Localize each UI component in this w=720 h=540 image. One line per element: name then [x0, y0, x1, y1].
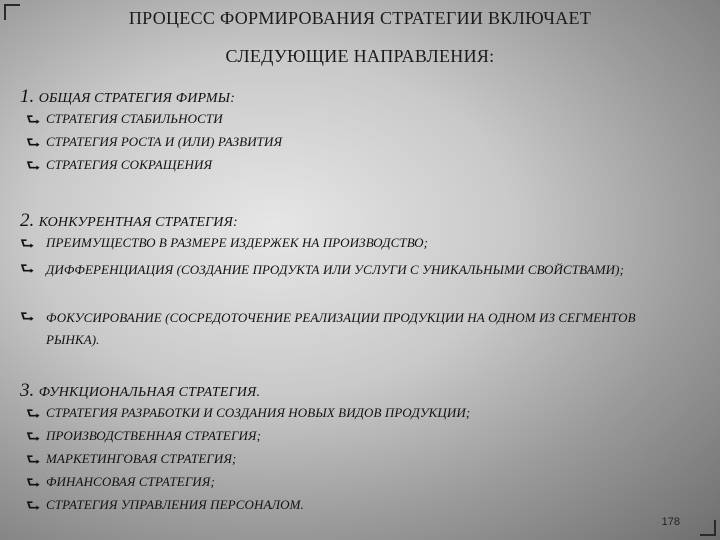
curved-arrow-right-icon: ⮑ [26, 496, 41, 515]
curved-arrow-right-icon: ⮑ [26, 427, 41, 446]
curved-arrow-right-icon: ⮑ [26, 473, 41, 492]
curved-arrow-right-icon: ⮑ [26, 156, 41, 175]
curved-arrow-right-icon: ⮑ [20, 234, 35, 253]
section-number: 3. [20, 380, 35, 401]
list-item [20, 259, 660, 307]
list-item-text: СТРАТЕГИЯ УПРАВЛЕНИЯ ПЕРСОНАЛОМ. [46, 497, 304, 512]
curved-arrow-right-icon: ⮑ [26, 450, 41, 469]
page-number: 178 [661, 516, 680, 528]
curved-arrow-right-icon: ⮑ [26, 133, 41, 152]
list-item-text: МАРКЕТИНГОВАЯ СТРАТЕГИЯ; [46, 451, 237, 466]
section-number: 1. [20, 86, 35, 107]
list-item [20, 307, 660, 355]
list-item [26, 473, 710, 496]
curved-arrow-right-icon: ⮑ [20, 307, 35, 326]
section-functional-strategy [20, 378, 710, 519]
list-item [26, 404, 710, 427]
curved-arrow-right-icon: ⮑ [20, 259, 35, 278]
section-title: КОНКУРЕНТНАЯ СТРАТЕГИЯ: [38, 215, 238, 230]
list-item [26, 427, 710, 450]
list-item [26, 110, 710, 133]
list-item [26, 156, 710, 179]
slide-title-line-1: ПРОЦЕСС ФОРМИРОВАНИЯ СТРАТЕГИИ ВКЛЮЧАЕТ [128, 8, 592, 28]
list-item [26, 496, 710, 519]
list-item-text: ПРЕИМУЩЕСТВО В РАЗМЕРЕ ИЗДЕРЖЕК НА ПРОИЗВОДСТВО; [46, 235, 429, 250]
list-item [20, 234, 660, 259]
list-item-text: СТРАТЕГИЯ РОСТА И (ИЛИ) РАЗВИТИЯ [46, 134, 283, 149]
section-heading [20, 378, 710, 402]
list-item-text: ДИФФЕРЕНЦИАЦИЯ (СОЗДАНИЕ ПРОДУКТА ИЛИ УСЛУГИ С УНИКАЛЬНЫМИ СВОЙСТВАМИ); [46, 262, 625, 277]
list-item-text: ФОКУСИРОВАНИЕ (СОСРЕДОТОЧЕНИЕ РЕАЛИЗАЦИИ ПРОДУКЦИИ НА ОДНОМ ИЗ СЕГМЕНТОВ РЫНКА). [46, 310, 636, 347]
frame-corner-top-left [4, 4, 20, 20]
section-title: ФУНКЦИОНАЛЬНАЯ СТРАТЕГИЯ. [38, 385, 261, 400]
list-item [26, 450, 710, 473]
curved-arrow-right-icon: ⮑ [26, 110, 41, 129]
section-heading [20, 84, 710, 108]
section-general-strategy [20, 84, 710, 179]
list-item [26, 133, 710, 156]
section-number: 2. [20, 210, 35, 231]
list-item-text: СТРАТЕГИЯ СТАБИЛЬНОСТИ [46, 111, 223, 126]
section-heading [20, 208, 710, 232]
list-item-text: ФИНАНСОВАЯ СТРАТЕГИЯ; [46, 474, 215, 489]
list-item-text: СТРАТЕГИЯ РАЗРАБОТКИ И СОЗДАНИЯ НОВЫХ ВИДОВ ПРОДУКЦИИ; [46, 405, 471, 420]
list-item-text: ПРОИЗВОДСТВЕННАЯ СТРАТЕГИЯ; [46, 428, 262, 443]
section-title: ОБЩАЯ СТРАТЕГИЯ ФИРМЫ: [38, 91, 236, 106]
section-competitive-strategy [20, 208, 710, 355]
list-item-text: СТРАТЕГИЯ СОКРАЩЕНИЯ [46, 157, 213, 172]
frame-corner-bottom-right [700, 520, 716, 536]
curved-arrow-right-icon: ⮑ [26, 404, 41, 423]
slide-title-line-2: СЛЕДУЮЩИЕ НАПРАВЛЕНИЯ: [225, 46, 495, 66]
